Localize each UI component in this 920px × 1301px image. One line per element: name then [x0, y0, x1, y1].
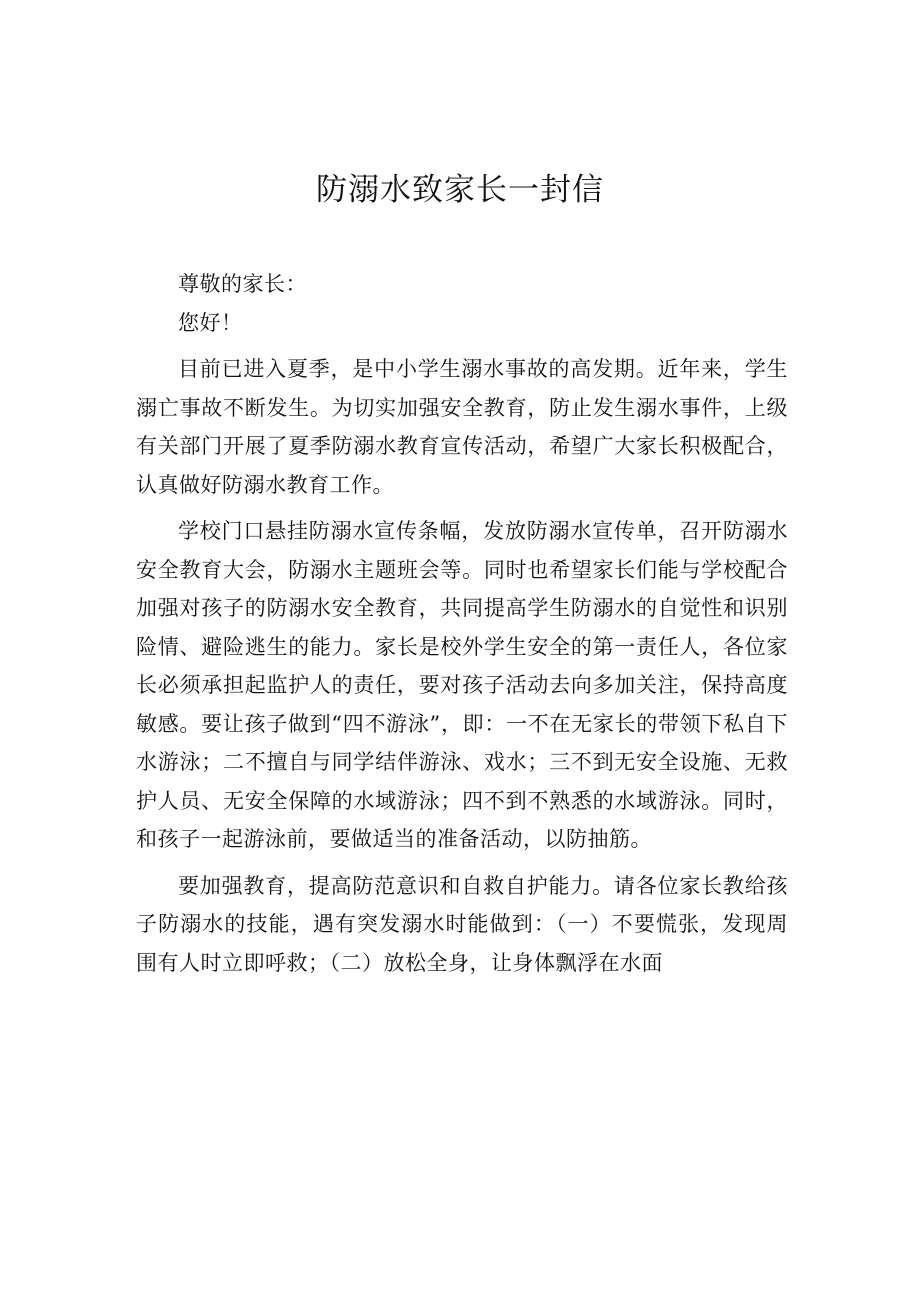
greeting: 您好！	[178, 310, 243, 335]
salutation: 尊敬的家长：	[178, 272, 307, 296]
paragraph-2: 学校门口悬挂防溺水宣传条幅，发放防溺水宣传单，召开防溺水安全教育大会，防溺水主题班会等。同时也希望家长们能与学校配合加强对孩子的防溺水安全教育，共同提高学生防溺水的自觉性和识别险情、避险逃生的能力。家长是校外学生安全的第一责任人，各位家长必须承担起监护人的责任，要对孩子活动去向多加关注，保持高度敏感。要让孩子做到“四不游泳”，即：一不在无家长的带领下私自下水游泳；二不擅自与同学结伴游泳、戏水；三不到无安全设施、无救护人员、无安全保障的水域游泳；四不到不熟悉的水域游泳。同时，和孩子一起游泳前，要做适当的准备活动，以防抽筋。	[136, 519, 788, 851]
paragraph-1: 目前已进入夏季，是中小学生溺水事故的高发期。近年来，学生溺亡事故不断发生。为切实加强安全教育，防止发生溺水事件，上级有关部门开展了夏季防溺水教育宣传活动，希望广大家长积极配合，认真做好防溺水教育工作。	[136, 357, 788, 497]
paragraph-3: 要加强教育，提高防范意识和自救自护能力。请各位家长教给孩子防溺水的技能，遇有突发溺水时能做到：（一）不要慌张，发现周围有人时立即呼救；（二）放松全身，让身体飘浮在水面	[136, 873, 788, 975]
letter-body	[136, 265, 788, 982]
document-title: 防溺水致家长一封信	[316, 172, 604, 208]
